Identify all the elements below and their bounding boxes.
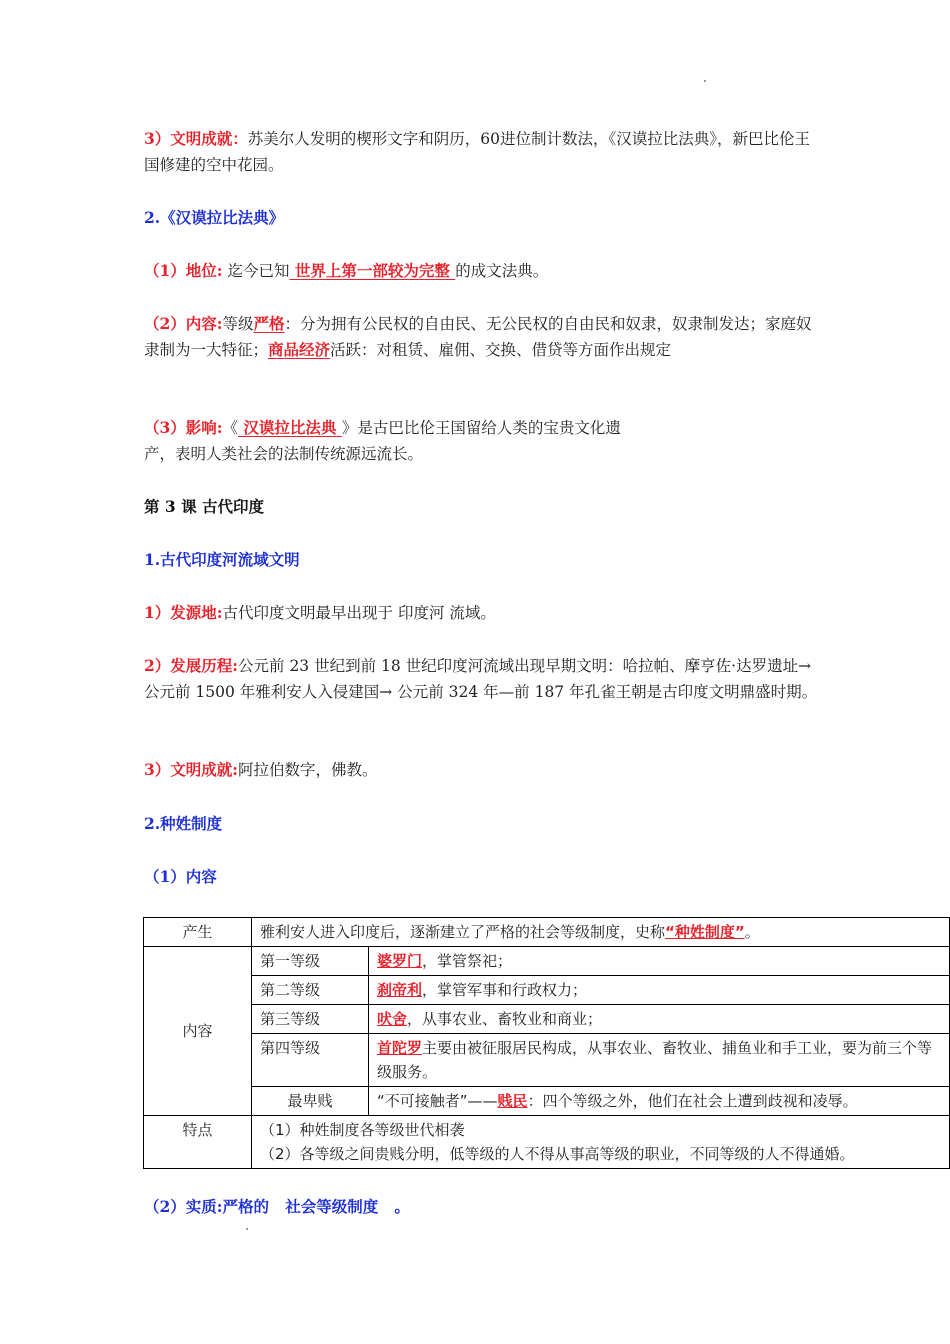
text: “不可接触者”—— [377, 1092, 498, 1110]
heading-caste: 2.种姓制度 [144, 814, 223, 833]
text: 公元前 23 世纪到前 18 世纪印度河流域出现早期文明：哈拉帕、摩亨佐·达罗遗址→公元前 1500 年雅利安人入侵建国→ 公元前 324 年—前 187 年孔雀王朝是古印度文明鼎盛时期。 [144, 657, 818, 701]
text: 》是古巴比伦王国留给人类的宝贵文化遗 [341, 419, 621, 437]
paragraph-achievements-mesopotamia [144, 126, 824, 178]
table-cell [369, 1005, 950, 1034]
text: ：分为拥有公民权的自由民、无公民权的自由民和奴隶，奴隶制发达；家庭奴隶制为一大特征； [144, 315, 812, 359]
caste-table [143, 917, 950, 1169]
label: 3）文明成就： [144, 129, 248, 148]
keyword: 首陀罗 [377, 1039, 423, 1057]
label: （2）实质:严格的 [144, 1197, 270, 1216]
speck [246, 1228, 248, 1230]
rank-cell: 第一等级 [252, 947, 369, 976]
rank-cell: 第二等级 [252, 976, 369, 1005]
text: 等级 [222, 315, 254, 333]
text: ：四个等级之外，他们在社会上遭到歧视和凌辱。 [527, 1092, 858, 1110]
text: 雅利安人进入印度后，逐渐建立了严格的社会等级制度，史称 [260, 923, 666, 941]
table-row [144, 918, 950, 947]
fill-blank: 汉谟拉比法典 [238, 418, 342, 437]
text: 苏美尔人发明的楔形文字和阴历，60进位制计数法，《汉谟拉比法典》，新巴比伦王国修建的空中花园。 [144, 130, 811, 174]
text: 。 [744, 923, 760, 941]
label: 3）文明成就: [144, 760, 239, 779]
paragraph-history [144, 653, 824, 705]
subheading-content: （1）内容 [144, 867, 217, 886]
keyword: 吠舍 [377, 1010, 408, 1028]
text: 《 [222, 419, 239, 437]
row-header: 特点 [144, 1116, 252, 1169]
label: （2）内容: [144, 314, 223, 333]
paragraph-origin [144, 600, 824, 626]
text: ，掌管军事和行政权力； [422, 981, 588, 999]
text: 古代印度文明最早出现于 印度河 流域。 [222, 604, 496, 622]
keyword: 婆罗门 [377, 952, 423, 970]
keyword: 刹帝利 [377, 981, 423, 999]
fill-blank: 世界上第一部较为完整 [289, 261, 456, 280]
label: （3）影响: [144, 418, 223, 437]
table-row [144, 1005, 950, 1034]
text: ，掌管祭祀； [422, 952, 513, 970]
rank-cell: 第三等级 [252, 1005, 369, 1034]
paragraph-status [144, 258, 824, 284]
text: 的成文法典。 [455, 262, 549, 280]
keyword: 严格 [253, 314, 285, 333]
paragraph-influence [144, 415, 824, 467]
paragraph-content [144, 311, 824, 363]
table-cell [252, 918, 950, 947]
label: 2）发展历程: [144, 656, 239, 675]
rank-cell: 最卑贱 [252, 1087, 369, 1116]
table-cell [369, 947, 950, 976]
text: 迄今已知 [222, 262, 290, 280]
table-row [144, 976, 950, 1005]
heading-indus: 1.古代印度河流域文明 [144, 550, 300, 569]
text: 主要由被征服居民构成，从事农业、畜牧业、捕鱼业和手工业，要为前三个等级服务。 [377, 1039, 933, 1081]
keyword: 贱民 [497, 1092, 528, 1110]
row-header: 内容 [144, 947, 252, 1116]
table-row [144, 947, 950, 976]
feature-item: （1）种姓制度各等级世代相袭 [260, 1121, 465, 1139]
speck [704, 80, 706, 82]
row-header: 产生 [144, 918, 252, 947]
text: 。 [394, 1197, 410, 1216]
table-cell [369, 1087, 950, 1116]
label: 1）发源地: [144, 603, 223, 622]
table-cell [369, 1034, 950, 1087]
fill-blank: 社会等级制度 [269, 1197, 395, 1216]
table-cell [369, 976, 950, 1005]
feature-item: （2）各等级之间贵贱分明，低等级的人不得从事高等级的职业，不同等级的人不得通婚。 [260, 1145, 855, 1163]
keyword: 商品经济 [268, 340, 331, 359]
lesson-title: 第 3 课 古代印度 [144, 497, 264, 516]
rank-cell: 第四等级 [252, 1034, 369, 1087]
keyword: “种姓制度” [665, 923, 745, 941]
text: 阿拉伯数字，佛教。 [238, 761, 378, 779]
table-row [144, 1116, 950, 1169]
heading-hammurabi: 2.《汉谟拉比法典》 [144, 208, 285, 227]
paragraph-achievements-india [144, 757, 824, 783]
label: （1）地位: [144, 261, 223, 280]
table-cell [252, 1116, 950, 1169]
text: 活跃：对租赁、雇佣、交换、借贷等方面作出规定 [330, 341, 672, 359]
table-row [144, 1087, 950, 1116]
text: 产，表明人类社会的法制传统源远流长。 [144, 445, 424, 463]
text: ，从事农业、畜牧业和商业； [407, 1010, 603, 1028]
table-row [144, 1034, 950, 1087]
paragraph-essence [144, 1194, 824, 1220]
